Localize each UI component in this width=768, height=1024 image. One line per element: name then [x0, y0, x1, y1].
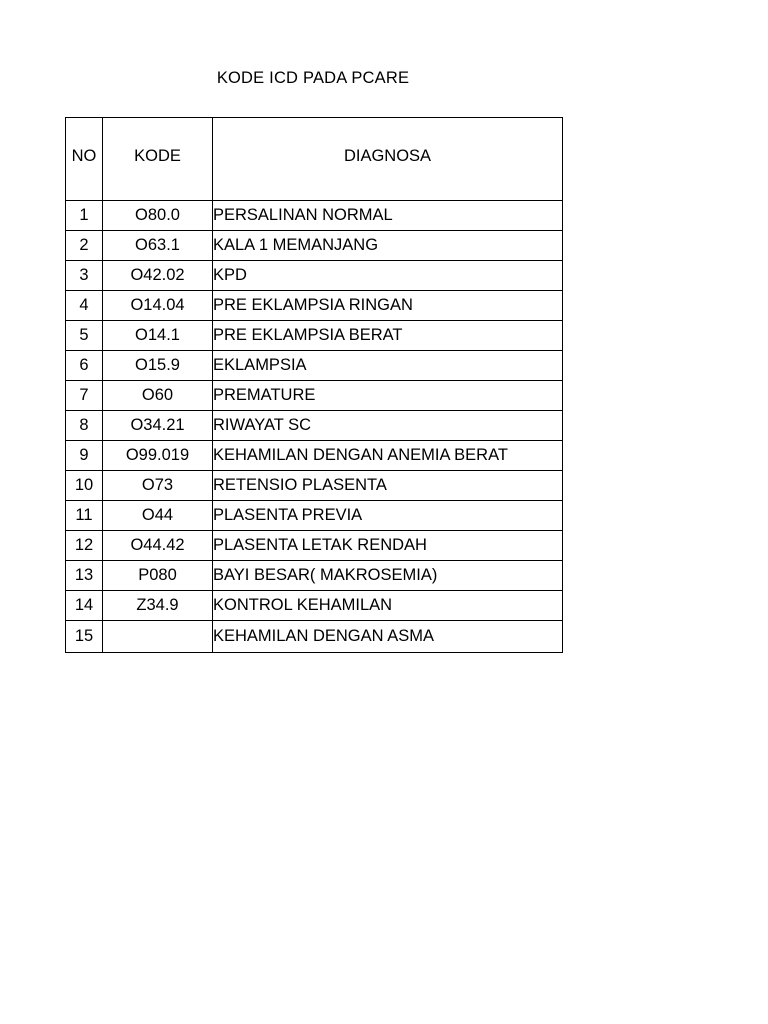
table-row — [66, 351, 563, 381]
cell-kode: O99.019 — [103, 441, 213, 471]
cell-no: 11 — [66, 501, 103, 531]
table-header-row — [66, 118, 563, 201]
cell-diagnosa: KALA 1 MEMANJANG — [213, 231, 563, 261]
cell-kode: O14.04 — [103, 291, 213, 321]
column-header-kode: KODE — [103, 118, 213, 201]
cell-no: 1 — [66, 201, 103, 231]
cell-kode: O34.21 — [103, 411, 213, 441]
cell-no: 7 — [66, 381, 103, 411]
table-row — [66, 561, 563, 591]
cell-diagnosa: KONTROL KEHAMILAN — [213, 591, 563, 621]
cell-diagnosa: PREMATURE — [213, 381, 563, 411]
cell-diagnosa: RETENSIO PLASENTA — [213, 471, 563, 501]
cell-no: 10 — [66, 471, 103, 501]
table-row — [66, 621, 563, 653]
cell-diagnosa: KEHAMILAN DENGAN ANEMIA BERAT — [213, 441, 563, 471]
cell-kode — [103, 621, 213, 653]
table-row — [66, 411, 563, 441]
cell-diagnosa: EKLAMPSIA — [213, 351, 563, 381]
cell-diagnosa: PERSALINAN NORMAL — [213, 201, 563, 231]
cell-diagnosa: KPD — [213, 261, 563, 291]
cell-kode: O80.0 — [103, 201, 213, 231]
table-row — [66, 441, 563, 471]
table-row — [66, 261, 563, 291]
table-row — [66, 291, 563, 321]
cell-no: 5 — [66, 321, 103, 351]
cell-no: 13 — [66, 561, 103, 591]
table-row — [66, 201, 563, 231]
cell-no: 2 — [66, 231, 103, 261]
cell-no: 14 — [66, 591, 103, 621]
cell-kode: O14.1 — [103, 321, 213, 351]
table-row — [66, 231, 563, 261]
table-row — [66, 531, 563, 561]
cell-kode: O44 — [103, 501, 213, 531]
cell-kode: O73 — [103, 471, 213, 501]
cell-no: 4 — [66, 291, 103, 321]
cell-diagnosa: KEHAMILAN DENGAN ASMA — [213, 621, 563, 653]
table-row — [66, 381, 563, 411]
cell-no: 3 — [66, 261, 103, 291]
column-header-diagnosa: DIAGNOSA — [213, 118, 563, 201]
cell-kode: O63.1 — [103, 231, 213, 261]
table-row — [66, 591, 563, 621]
cell-diagnosa: RIWAYAT SC — [213, 411, 563, 441]
cell-diagnosa: BAYI BESAR( MAKROSEMIA) — [213, 561, 563, 591]
cell-kode: Z34.9 — [103, 591, 213, 621]
icd-code-table — [65, 117, 563, 653]
cell-diagnosa: PLASENTA PREVIA — [213, 501, 563, 531]
cell-no: 6 — [66, 351, 103, 381]
table-row — [66, 501, 563, 531]
page-title: KODE ICD PADA PCARE — [216, 69, 410, 87]
cell-no: 9 — [66, 441, 103, 471]
cell-kode: O42.02 — [103, 261, 213, 291]
cell-no: 8 — [66, 411, 103, 441]
column-header-no: NO — [66, 118, 103, 201]
cell-diagnosa: PRE EKLAMPSIA BERAT — [213, 321, 563, 351]
cell-no: 15 — [66, 621, 103, 653]
table-row — [66, 471, 563, 501]
cell-no: 12 — [66, 531, 103, 561]
cell-kode: O15.9 — [103, 351, 213, 381]
cell-kode: O44.42 — [103, 531, 213, 561]
cell-kode: O60 — [103, 381, 213, 411]
cell-diagnosa: PLASENTA LETAK RENDAH — [213, 531, 563, 561]
cell-diagnosa: PRE EKLAMPSIA RINGAN — [213, 291, 563, 321]
table-row — [66, 321, 563, 351]
cell-kode: P080 — [103, 561, 213, 591]
